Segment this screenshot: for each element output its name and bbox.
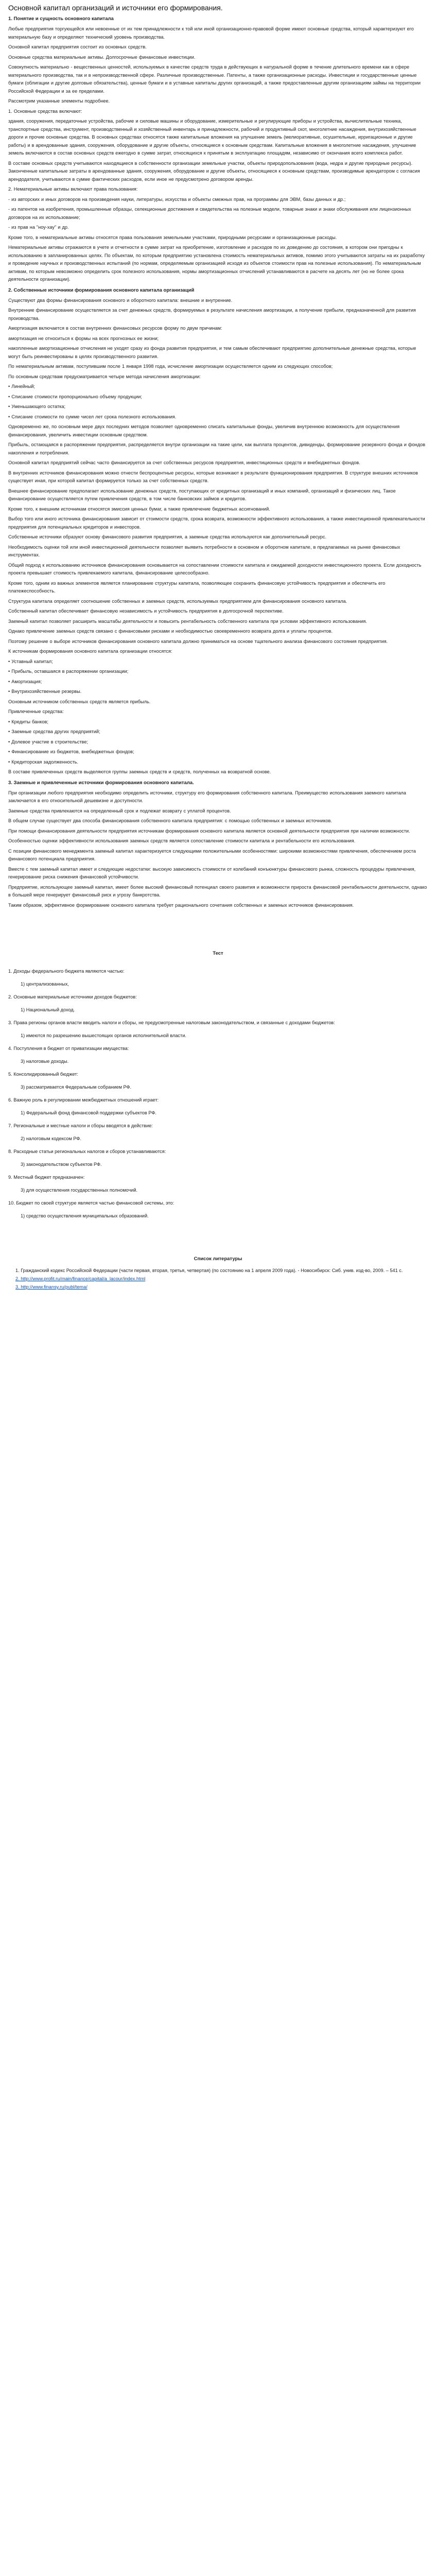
paragraph: Совокупность материально - вещественных ценностей, используемых в качестве средств труда в действующих в натуральной форме в течение длительного времени как в сфере материального производства, так и в непроизводственной сфере. Различные производственные. Патенты, а также организационные расходы. Инвестиции и государственные ценные бумаги (облигации и другие долговые обязательства), ценные бумаги и в уставные капиталы других организаций, а также предоставленные другим организациям займы на территории Российской Федерации и за ее пределами. xyxy=(8,64,421,94)
paragraph: По нематериальным активам, поступившим после 1 января 1998 года, исчисление амортизации осуществляется одним из следующих способов; xyxy=(8,364,333,369)
paragraph: 2. Нематериальные активы включают права пользования: xyxy=(8,187,138,192)
paragraph: В внутренних источников финансирования можно отнести беспроцентные ресурсы, которые возникают в результате функционирования предприятия. В структуре внешних источников существует иная, при которой капитал формируется только за счет собственных средств. xyxy=(8,470,418,483)
paragraph: Таким образом, эффективное формирование основного капитала требует рационального сочетания собственных и заемных источников финансирования. xyxy=(8,902,354,908)
paragraph: • Списание стоимости по сумме чисел лет срока полезного использования. xyxy=(8,414,177,419)
paragraph: Вместе с тем заемный капитал имеет и следующие недостатки: высокую зависимость стоимости от колебаний конъюнктуры финансового рынка, сложность процедуры привлечения, генерирование риска снижения финансовой устойчивости. xyxy=(8,866,416,879)
paragraph: 2. Собственные источники формирования основного капитала организаций xyxy=(8,287,195,293)
paragraph: Основной капитал предприятия состоит из основных средств. xyxy=(8,44,147,49)
test-question: 3. Права регионы органов власти вводить налоги и сборы, не предусмотренные налоговым законодательством, и связанные с доходами бюджетов: xyxy=(8,1020,335,1025)
test-question-list xyxy=(8,968,428,1220)
paragraph: • Прибыль, оставшаяся в распоряжении организации; xyxy=(8,669,129,674)
paragraph: - из прав на "ноу-хау" и др. xyxy=(8,225,69,230)
paragraph: • Линейный; xyxy=(8,384,36,389)
paragraph: • Амортизация; xyxy=(8,679,42,684)
paragraph: накопленные амортизационные отчисления не уходят сразу из фонда развития предприятия, и тем самым обеспечивают предприятию дополнительные денежные средства, которые могут быть реинвестированы в целях производственного развития. xyxy=(8,346,416,359)
paragraph: амортизация не относиться к формы на всех прогнозных ее жизни; xyxy=(8,335,159,341)
paragraph: Заемные средства привлекаются на определенный срок и подлежат возврату с уплатой процентов. xyxy=(8,808,231,814)
paragraph: Кроме того, одним из важных элементов является планирование структуры капитала, позволяющее сохранить финансовую устойчивость предприятия и обеспечить его платежеспособность. xyxy=(8,580,386,594)
paragraph: Основные средства материальные активы. Долгосрочные финансовые инвестиции. xyxy=(8,54,196,60)
paragraph: - из авторских и иных договоров на произведения науки, литературы, искусства и объекты смежных прав, на программы для ЭВМ, базы данных и др.; xyxy=(8,196,346,202)
test-answer-option: 1) имеются по разрешению вышестоящих органов исполнительной власти. xyxy=(21,1033,186,1038)
paragraph: В общем случае существует два способа финансирования собственного капитала предприятия: с помощью собственных и заемных источников. xyxy=(8,818,332,823)
paragraph: Заемный капитал позволяет расширить масштабы деятельности и повысить рентабельность собственного капитала при условии эффективного использования. xyxy=(8,618,367,624)
paragraph: Общий подход к использованию источников финансирования основывается на сопоставлении стоимости капитала и ожидаемой доходности инвестиционного проекта. Если доходность проекта превышает стоимость привлекаемого капитала, финансирование целесообразно. xyxy=(8,562,422,575)
paragraph: При организации любого предприятия необходимо определить источники, структуру его формирования собственного капитала. Преимущество использования заемного капитала заключается в его относительной дешевизне и доступности. xyxy=(8,790,406,803)
paragraph: Рассмотрим указанные элементы подробнее. xyxy=(8,98,110,104)
paragraph: Собственные источники образуют основу финансового развития предприятия, а заемные средства используются как дополнительный ресурс. xyxy=(8,534,327,539)
paragraph: Собственный капитал обеспечивает финансовую независимость и устойчивость предприятия в долгосрочной перспективе. xyxy=(8,608,284,614)
paragraph: • Финансирование из бюджетов, внебюджетных фондов; xyxy=(8,749,134,754)
paragraph: Привлеченные средства: xyxy=(8,709,64,714)
paragraph: здания, сооружения, передаточные устройства, рабочие и силовые машины и оборудование, измерительные и регулирующие приборы и устройства, вычислительные техника, транспортные средства, инструмент, производственный и хозяйственный инвентарь и принадлежности, рабочий и продуктивный скот, многолетние насаждения, внутрихозяйственные дороги и прочие основные средства. В основных средствах относятся также капитальные вложения на улучшение земель (мелиоративные, осушительные, ирригационные и другие работы) и в арендованные здания, сооружения, оборудование и другие объекты, относящиеся к основным средствам. Капитальные вложения в многолетние насаждения, улучшение земель включаются в состав основных средств ежегодно в сумме затрат, относящихся к принятым в эксплуатацию площадям, независимо от окончания всего комплекса работ. xyxy=(8,118,416,156)
paragraph: Предприятие, использующее заемный капитал, имеет более высокий финансовый потенциал своего развития и возможности прироста финансовой рентабельности деятельности, однако в большей мере генерирует финансовый риск и угрозу банкротства. xyxy=(8,884,427,897)
paragraph: Выбор того или иного источника финансирования зависит от стоимости средств, срока возврата, возможности эффективного использования, а также инвестиционной привлекательности предприятия для потенциальных кредиторов и инвесторов. xyxy=(8,516,425,530)
paragraph: Амортизация включается в состав внутренних финансовых ресурсов форму по двум причинам: xyxy=(8,326,222,331)
paragraph: Структура капитала определяет соотношение собственных и заемных средств, используемых предприятием для финансирования основного капитала. xyxy=(8,598,347,604)
paragraph: • Кредиторская задолженность. xyxy=(8,759,79,765)
test-answer-option: 1) централизованных, xyxy=(21,981,69,987)
document-title: Основной капитал организаций и источники его формирования. xyxy=(8,4,223,12)
test-question: 2. Основные материальные источники доходов бюджетов: xyxy=(8,994,137,999)
paragraph: • Внутрихозяйственные резервы. xyxy=(8,689,82,694)
paragraph: Кроме того, в нематериальные активы относятся права пользования земельными участками, природными ресурсами и организационные расходы. xyxy=(8,234,337,240)
paragraph: Особенностью оценки эффективности использования заемных средств является сопоставление стоимости капитала и рентабельности его использования. xyxy=(8,838,356,843)
test-question: 4. Поступления в бюджет от приватизации имущества: xyxy=(8,1046,129,1051)
paragraph: • Списание стоимости пропорционально объему продукции; xyxy=(8,394,142,399)
paragraph: Прибыль, остающаяся в распоряжении предприятия, распределяется внутри организации на такие цели, как выплата процентов, дивиденды, формирование резервного фонда и фондов накопления и потребления. xyxy=(8,442,425,455)
reference-item: 1. Гражданский кодекс Российской Федерации (части первая, вторая, третья, четвертая) (по состоянию на 1 апреля 2009 года). - Новосибирск: Сиб. унив. изд-во, 2009. – 541 с. xyxy=(15,1268,403,1273)
test-answer-option: 1) Национальный доход. xyxy=(21,1007,75,1012)
paragraph: Кроме того, к внешним источникам относятся эмиссия ценных бумаг, а также привлечение бюджетных ассигнований. xyxy=(8,506,270,512)
paragraph: Необходимость оценки той или иной инвестиционной деятельности позволяет выявить потребности в основном и оборотном капитале, в предлагаемых на рынке финансовых инструментах. xyxy=(8,544,400,557)
paragraph: Внешнее финансирование предполагает использование денежных средств, поступающих от кредитных организаций и иных компаний, организаций и физических лиц. Такое финансирование осуществляется путем привлечения средств, в том числе банковских займов и кредитов. xyxy=(8,488,396,501)
test-question: 5. Консолидированный бюджет: xyxy=(8,1072,78,1077)
paragraph: Поэтому решение о выборе источников финансирования основного капитала должно приниматься на основе тщательного анализа финансового состояния предприятия. xyxy=(8,638,388,644)
paragraph: • Уменьшающего остатка; xyxy=(8,404,66,409)
paragraph: Существуют два формы финансирования основного и оборотного капитала: внешние и внутренние. xyxy=(8,297,233,303)
paragraph: В составе основных средств учитываются находящиеся в собственности организации земельные участки, объекты природопользования (вода, недра и другие природные ресурсы). Законченные капитальные затраты в арендованные здания, сооружения, оборудование и другие объекты, относящиеся к основным средствам, производимые арендатором с согласия арендодателя, учитываются в сумме фактических расходов, если иное не предусмотрено договором аренды. xyxy=(8,160,420,182)
paragraph: 1. Основные средства включают: xyxy=(8,108,82,114)
paragraph: В составе привлеченных средств выделяются группы заемных средств и средств, полученных на возвратной основе. xyxy=(8,769,271,774)
paragraph: Однако привлечение заемных средств связано с финансовыми рисками и необходимостью своевременного возврата долга и уплаты процентов. xyxy=(8,629,333,634)
paragraph: К источникам формирования основного капитала организации относятся: xyxy=(8,649,172,654)
test-section xyxy=(8,951,428,1220)
paragraph: Основной капитал предприятий сейчас часто финансируется за счет собственных ресурсов предприятия, инвестиционных средств и внебюджетных фондов. xyxy=(8,460,360,465)
reference-link[interactable]: 2. http://www.profit.ru/main/finance/capital/a_lacour/index.html xyxy=(15,1276,146,1281)
paragraph: • Уставный капитал; xyxy=(8,658,53,664)
test-question: 10. Бюджет по своей структуре является частью финансовой системы, это: xyxy=(8,1200,175,1206)
test-answer-option: 3) для осуществления государственных полномочий. xyxy=(21,1188,138,1193)
paragraph: • Долевое участие в строительстве; xyxy=(8,739,88,744)
test-answer-option: 2) налоговым кодексом РФ. xyxy=(21,1136,81,1141)
test-question: 8. Расходные статьи региональных налогов и сборов устанавливаются: xyxy=(8,1149,166,1154)
paragraph: Нематериальные активы отражаются в учете и отчетности в сумме затрат на приобретение, изготовление и расходов по их доведению до состояния, в котором они пригодны к использованию в запланированных целях. По объектам, по которым предприятию установлена стоимость нематериальных активов, помимо этого учитываются затраты на их разработку и проведение научных и производственных испытаний (по нормам, определяемым организацией исходя из объектов стоимости прав на полезные использования). По нематериальным активам, по которым невозможно определить срок полезного использования, нормы амортизационных отчислений устанавливаются в расчете на десять лет (но не более срока деятельности организации). xyxy=(8,245,425,282)
document-body xyxy=(8,25,428,909)
references-title: Список литературы xyxy=(194,1256,242,1262)
section-heading: 1. Понятие и сущность основного капитала xyxy=(8,16,114,22)
test-title: Тест xyxy=(213,951,223,956)
test-answer-option: 1) средство осуществления муниципальных образований. xyxy=(21,1213,149,1218)
test-question: 6. Важную роль в регулировании межбюджетных отношений играет: xyxy=(8,1097,159,1103)
test-question: 7. Региональные и местные налоги и сборы вводятся в действие: xyxy=(8,1123,153,1128)
paragraph: - из патентов на изобретения, промышленные образцы, селекционные достижения и свидетельства на полезные модели, товарные знаки и знаки обслуживания или лицензионных договоров на их использование; xyxy=(8,207,411,220)
paragraph: По основным средствам предусматривается четыре метода начисления амортизации: xyxy=(8,374,201,379)
paragraph: • Заемные средства других предприятий; xyxy=(8,729,100,734)
paragraph: Любые предприятия торгующейся или невоенные от их тем принадлежности к той или иной организационно-правовой форме имеют основные средства, который характеризуют его материальную базу и определяют технический уровень производства. xyxy=(8,26,414,40)
paragraph: Основным источником собственных средств является прибыль. xyxy=(8,699,151,704)
paragraph: С позиции финансового менеджмента заемный капитал характеризуется следующими положительными особенностями: широкими возможностями привлечения, обеспечением роста финансового потенциала предприятия. xyxy=(8,848,416,861)
reference-link[interactable]: 3. http://www.finansy.ru/publ/tema/ xyxy=(15,1284,88,1290)
test-answer-option: 1) Федеральный фонд финансовой поддержки субъектов РФ. xyxy=(21,1110,156,1115)
test-answer-option: 3) законодательством субъектов РФ. xyxy=(21,1162,102,1167)
test-answer-option: 3) налоговые доходы. xyxy=(21,1059,69,1064)
paragraph: 3. Заемные и привлеченные источники формирования основного капитала. xyxy=(8,779,194,786)
test-question: 1. Доходы федерального бюджета являются частью: xyxy=(8,969,125,974)
paragraph: Одновременно же, по основным мере двух последних методов позволяет одновременно списать капитальные фонды, увеличив внутреннюю возможность для осуществления финансирования, увеличить инвестиции основным средством. xyxy=(8,424,400,437)
paragraph: При помощи финансирования деятельности предприятия источникам формирования основного капитала является основной деятельности предприятия при наличии возможности. xyxy=(8,828,410,834)
test-answer-option: 3) рассматривается Федеральным собранием РФ. xyxy=(21,1084,132,1090)
references-list xyxy=(8,1267,428,1291)
paragraph: Внутренние финансирование осуществляется за счет денежных средств, формируемых в результате начисления амортизации, а получение прибыли, предназначенной для развития производства. xyxy=(8,308,416,321)
test-question: 9. Местный бюджет предназначен: xyxy=(8,1175,85,1180)
paragraph: • Кредиты банков; xyxy=(8,719,48,724)
